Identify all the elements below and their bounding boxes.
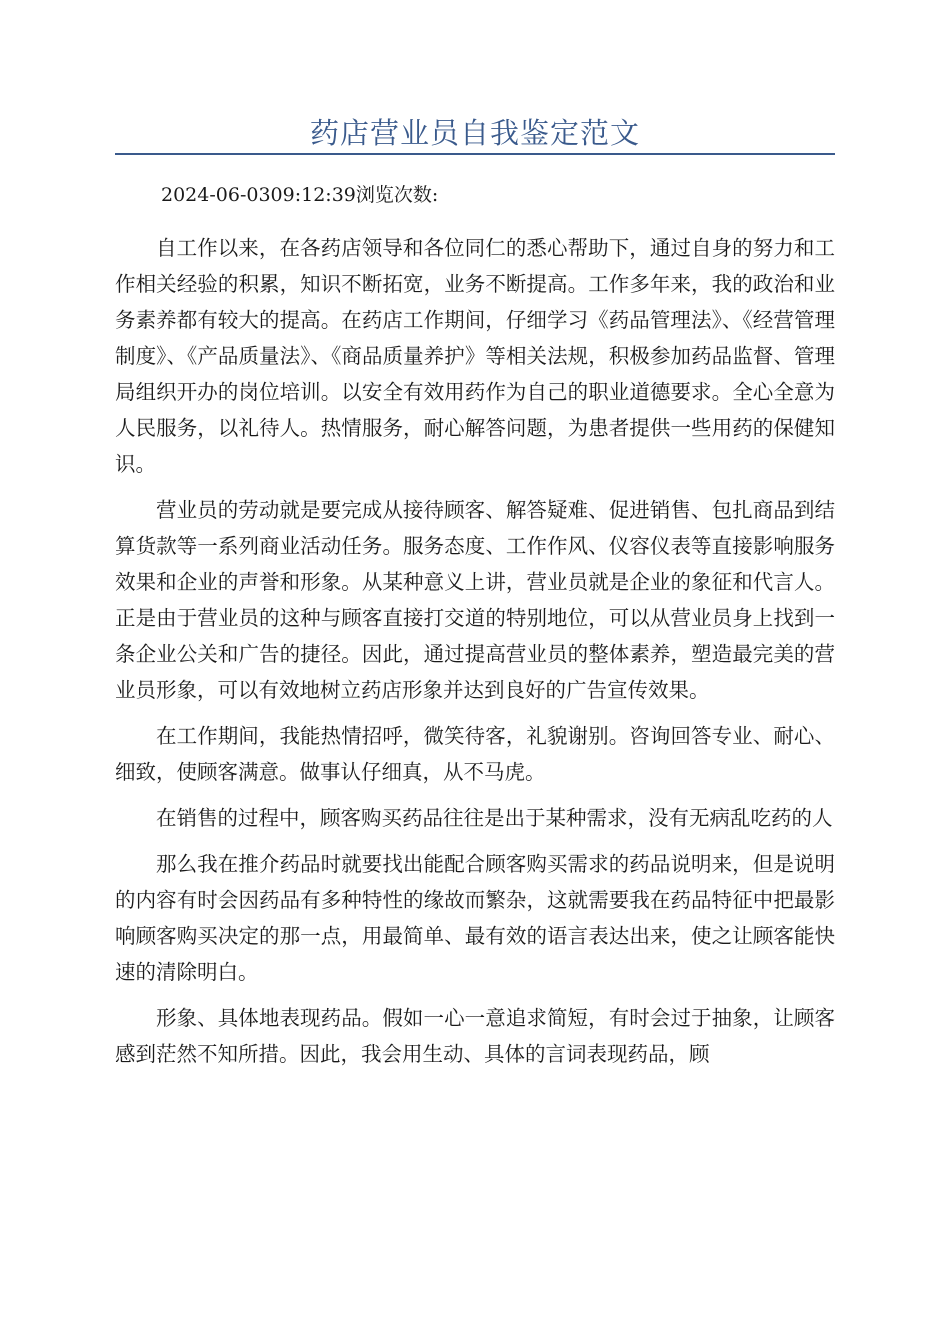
paragraph-6: 形象、具体地表现药品。假如一心一意追求简短，有时会过于抽象，让顾客感到茫然不知所措。因此，我会用生动、具体的言词表现药品，顾 [115, 1006, 835, 1066]
paragraph-5: 那么我在推介药品时就要找出能配合顾客购买需求的药品说明来，但是说明的内容有时会因药品有多种特性的缘故而繁杂，这就需要我在药品特征中把最影响顾客购买决定的那一点，用最简单、最有效的语言表达出来，使之让顾客能快速的清除明白。 [115, 852, 835, 984]
publish-meta: 2024-06-0309:12:39浏览次数: [161, 184, 439, 206]
paragraph-3: 在工作期间，我能热情招呼，微笑待客，礼貌谢别。咨询回答专业、耐心、细致，使顾客满意。做事认仔细真，从不马虎。 [115, 724, 835, 784]
document-title: 药店营业员自我鉴定范文 [309, 116, 640, 150]
title-underline [115, 153, 835, 155]
paragraph-2: 营业员的劳动就是要完成从接待顾客、解答疑难、促进销售、包扎商品到结算货款等一系列商业活动任务。服务态度、工作作风、仪容仪表等直接影响服务效果和企业的声誉和形象。从某种意义上讲，营业员就是企业的象征和代言人。正是由于营业员的这种与顾客直接打交道的特别地位，可以从营业员身上找到一条企业公关和广告的捷径。因此，通过提高营业员的整体素养，塑造最完美的营业员形象，可以有效地树立药店形象并达到良好的广告宣传效果。 [115, 498, 835, 702]
paragraph-1: 自工作以来，在各药店领导和各位同仁的悉心帮助下，通过自身的努力和工作相关经验的积累，知识不断拓宽，业务不断提高。工作多年来，我的政治和业务素养都有较大的提高。在药店工作期间，仔细学习《药品管理法》、《经营管理制度》、《产品质量法》、《商品质量养护》等相关法规，积极参加药品监督、管理局组织开办的岗位培训。以安全有效用药作为自己的职业道德要求。全心全意为人民服务，以礼待人。热情服务，耐心解答问题，为患者提供一些用药的保健知识。 [115, 236, 835, 476]
paragraph-4: 在销售的过程中，顾客购买药品往往是出于某种需求，没有无病乱吃药的人 [156, 806, 833, 830]
document-page [115, 0, 835, 1072]
